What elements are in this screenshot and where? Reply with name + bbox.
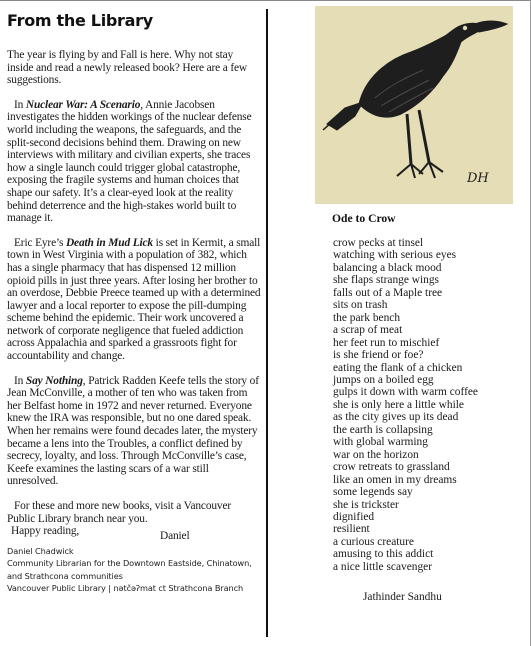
author-credit (7, 545, 261, 595)
poem-line: gulps it down with warm coffee (333, 386, 478, 399)
book-1-lead: In (14, 98, 26, 111)
poem-line: she flaps strange wings (333, 274, 439, 287)
poem-line: resilient (333, 523, 370, 536)
poem-line: with global warming (333, 436, 428, 449)
credit-branch: Vancouver Public Library | nətčəʔmat ct Strathcona Branch (7, 583, 244, 593)
book-3-lead: In (14, 374, 26, 387)
poem-line: as the city gives up its dead (333, 411, 459, 424)
poem-line: dignified (333, 510, 375, 523)
poem-line: she is trickster (333, 498, 399, 511)
poem-line: crow pecks at tinsel (333, 237, 424, 249)
poem-title: Ode to Crow (332, 212, 396, 225)
book-3-title: Say Nothing (25, 374, 83, 387)
poem-line: watching with serious eyes (333, 249, 457, 262)
poem-line: is she friend or foe? (333, 349, 424, 362)
poem-line: the park bench (333, 311, 401, 324)
sign-off-text: Happy reading, (11, 525, 80, 538)
poem-line: some legends say (333, 486, 413, 499)
library-column (7, 10, 261, 594)
poem-line: eating the flank of a chicken (333, 361, 463, 374)
intro-paragraph: The year is flying by and Fall is here. Why not stay inside and read a newly released book? Here are a few suggestions. (7, 49, 247, 87)
book-paragraph-2 (7, 237, 261, 363)
sign-off (7, 525, 261, 543)
poem-author: Jathinder Sandhu (363, 591, 442, 603)
column-divider (266, 9, 268, 637)
poem-line: a nice little scavenger (333, 560, 432, 573)
signature-first-name: Daniel (160, 530, 190, 543)
poem-line: she is only here a little while (333, 398, 464, 411)
poem-line: like an omen in my dreams (333, 473, 457, 486)
crow-illustration (315, 6, 513, 204)
book-1-title: Nuclear War: A Scenario (25, 98, 141, 111)
poem-line: a scrap of meat (333, 324, 403, 337)
poem-line: crow retreats to grassland (333, 461, 450, 474)
poem-line: balancing a black mood (333, 261, 442, 274)
book-1-description: , Annie Jacobsen investigates the hidden workings of the nuclear defense world including the weapons, the safeguards, and the split-second decisions behind them. Drawing on new interviews with military and civilian experts, she traces how a single launch could trigger global catastrophe, exposing the fragile systems and human choices that shape our safety. It’s a clear-eyed look at the reality behind deterrence and the high-stakes world built to manage it. (7, 98, 252, 225)
poem-body (333, 237, 478, 573)
poem-line: falls out of a Maple tree (333, 286, 443, 299)
book-paragraph-1 (7, 99, 261, 225)
poem-line: amusing to this addict (333, 548, 434, 561)
book-paragraph-3 (7, 375, 261, 488)
poem-line: a curious creature (333, 535, 414, 548)
book-3-description: , Patrick Radden Keefe tells the story of Jean McConville, a mother of ten who was taken from her Belfast home in 1972 and never returned. Everyone knew the IRA was responsible, but no one dared speak. When her remains were found decades later, the mystery became a lens into the Troubles, a conflict defined by secrecy, loyalty, and loss. Through McConville’s case, Keefe examines the lasting scars of a war still unresolved. (7, 374, 259, 488)
poem-line: the earth is collapsing (333, 423, 433, 436)
poem-column (276, 0, 531, 646)
credit-name: Daniel Chadwick (7, 545, 74, 556)
svg-text:DH: DH (467, 171, 489, 186)
poem-line: war on the horizon (333, 448, 419, 461)
book-2-title: Death in Mud Lick (65, 236, 153, 249)
book-2-description: is set in Kermit, a small town in West Virginia with a population of 382, which has a single pharmacy that has dispensed 12 million opioid pills in just three years. After losing her brother to an overdose, Debbie Preece teamed up with a determined lawyer and a local reporter to expose the pill-dumping scheme behind the epidemic. Their work uncovered a network of corporate negligence that fueled addiction across Appalachia and sparked a grassroots fight for accountability and change. (7, 236, 261, 363)
poem-line: her feet run to mischief (333, 336, 440, 349)
poem-line: sits on trash (333, 299, 388, 312)
column-title: From the Library (7, 11, 153, 30)
book-2-lead: Eric Eyre’s (14, 236, 66, 249)
credit-communities: and Strathcona communities (7, 570, 123, 581)
closing-paragraph: For these and more new books, visit a Vancouver Public Library branch near you. (7, 500, 232, 525)
poem-line: jumps on a boiled egg (333, 373, 434, 386)
credit-role: Community Librarian for the Downtown Eastside, Chinatown, (7, 558, 252, 569)
